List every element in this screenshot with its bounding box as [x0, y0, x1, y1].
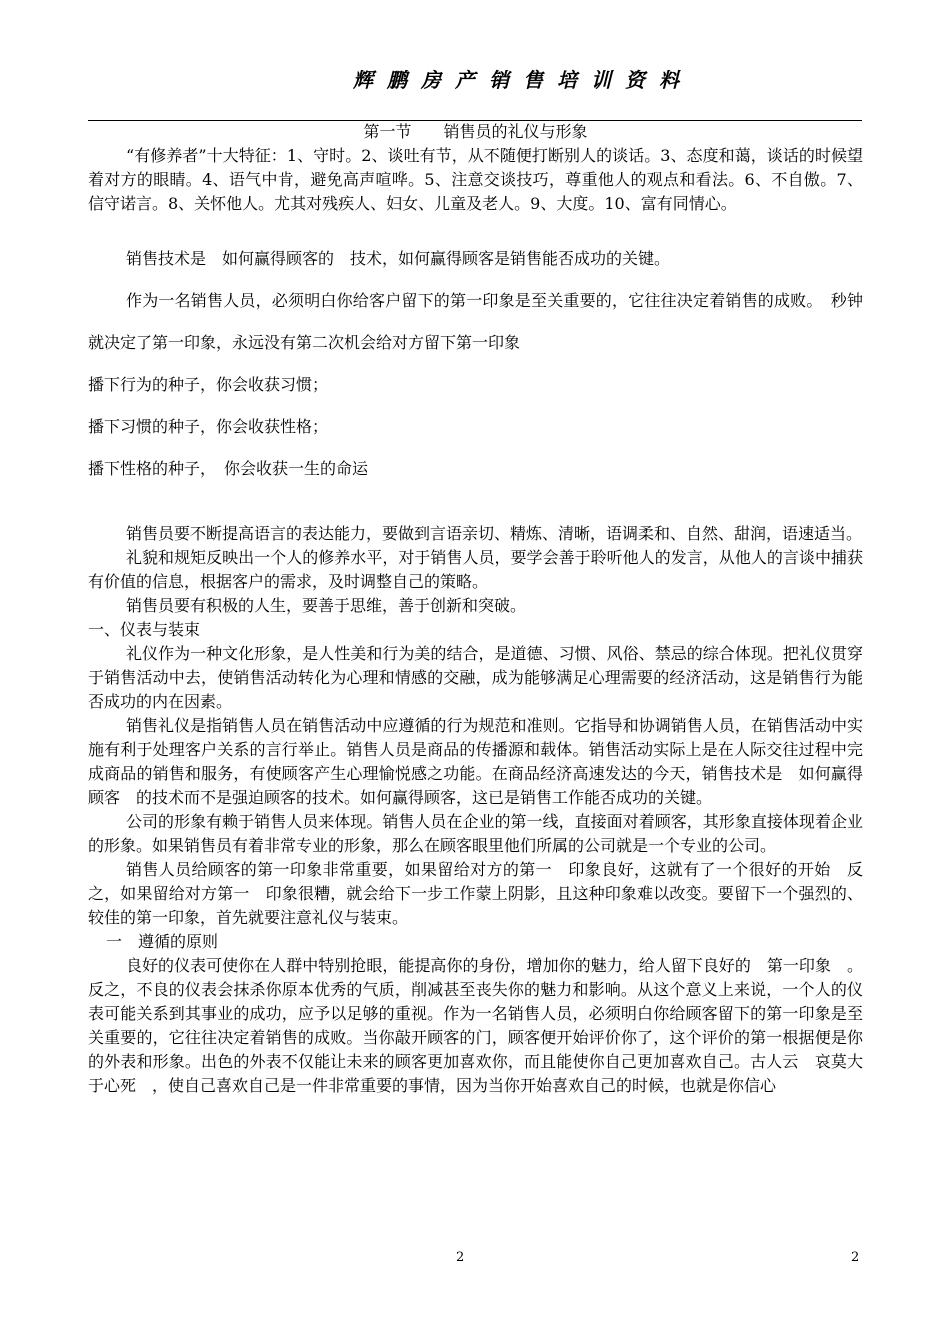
paragraph-manners: 礼貌和规矩反映出一个人的修养水平，对于销售人员，要学会善于聆听他人的发言，从他人的言谈中捕获有价值的信息，根据客户的需求，及时调整自己的策略。 — [88, 548, 863, 591]
paragraph-etiquette-culture: 礼仪作为一种文化形象，是人性美和行为美的结合，是道德、习惯、风俗、禁忌的综合体现。把礼仪贯穿于销售活动中去，使销售活动转化为心理和情感的交融，成为能够满足心理需要的经济活动，这是销售行为能否成功的内在因素。 — [88, 644, 863, 711]
heading-appearance: 一、仪表与装束 — [88, 620, 201, 639]
paragraph-seed-character: 播下性格的种子， 你会收获一生的命运 — [88, 459, 369, 478]
spacer — [88, 490, 863, 512]
paragraph-good-appearance: 良好的仪表可使你在人群中特别抢眼，能提高你的身份，增加你的魅力，给人留下良好的 第一印象 。反之，不良的仪表会抹杀你原本优秀的气质，削减甚至丧失你的魅力和影响。从这个意义上来说，一个人的仪表可能关系到其事业的成功，应予以足够的重视。作为一名销售人员，必须明白你给顾客留下的第一印象是至关重要的，它往往决定着销售的成败。当你敲开顾客的门，顾客便开始评价你了，这个评价的第一根据便是你的外表和形象。出色的外表不仅能让未来的顾客更加喜欢你，而且能使你自己更加喜欢自己。古人云 哀莫大于心死 ，使自己喜欢自己是一件非常重要的事情，因为当你开始喜欢自己的时候，也就是你信心 — [88, 956, 863, 1095]
spacer — [88, 216, 863, 238]
paragraph-sales-etiquette: 销售礼仪是指销售人员在销售活动中应遵循的行为规范和准则。它指导和协调销售人员，在销售活动中实施有利于处理客户关系的言行举止。销售人员是商品的传播源和载体。销售活动实际上是在人际交往过程中完成商品的销售和服务，有使顾客产生心理愉悦感之功能。在商品经济高速发达的今天，销售技术是 如何赢得顾客 的技术而不是强迫顾客的技术。如何赢得顾客，这已是销售工作能否成功的关键。 — [88, 716, 863, 807]
paragraph-seed-habit: 播下习惯的种子，你会收获性格； — [88, 417, 329, 436]
paragraph-cultivated-traits: “有修养者”十大特征：1、守时。2、谈吐有节，从不随便打断别人的谈话。3、态度和蔼，谈话的时候望着对方的眼睛。4、语气中肯，避免高声喧哗。5、注意交谈技巧，尊重他人的观点和看法。6、不自傲。7、信守诺言。8、关怀他人。尤其对残疾人、妇女、儿童及老人。9、大度。10、富有同情心。 — [88, 146, 863, 213]
section-title: 第一节 销售员的礼仪与形象 — [363, 122, 588, 141]
document-header-title: 辉鹏房产销售培训资料 — [353, 68, 693, 92]
paragraph-positive-life: 销售员要有积极的人生，要善于思维，善于创新和突破。 — [126, 596, 527, 615]
paragraph-sales-technique: 销售技术是 如何赢得顾客的 技术，如何赢得顾客是销售能否成功的关键。 — [126, 249, 671, 268]
page-number-center: 2 — [456, 1250, 465, 1265]
document-body — [88, 120, 863, 1098]
paragraph-seed-behavior: 播下行为的种子，你会收获习惯； — [88, 375, 329, 394]
paragraph-language-skills: 销售员要不断提高语言的表达能力，要做到言语亲切、精炼、清晰，语调柔和、自然、甜润，语速适当。 — [126, 524, 863, 543]
page-number-right: 2 — [851, 1250, 860, 1265]
paragraph-first-impression-importance: 销售人员给顾客的第一印象非常重要，如果留给对方的第一 印象良好，这就有了一个很好的开始 反之，如果留给对方第一 印象很糟，就会给下一步工作蒙上阴影，且这种印象难以改变。要留下一个强烈的、较佳的第一印象，首先就要注意礼仪与装束。 — [88, 860, 863, 927]
paragraph-first-impression: 作为一名销售人员，必须明白你给客户留下的第一印象是至关重要的，它往往决定着销售的成败。 秒钟就决定了第一印象，永远没有第二次机会给对方留下第一印象 — [88, 291, 863, 352]
paragraph-company-image: 公司的形象有赖于销售人员来体现。销售人员在企业的第一线，直接面对着顾客，其形象直接体现着企业的形象。如果销售员有着非常专业的形象，那么在顾客眼里他们所属的公司就是一个专业的公司。 — [88, 812, 863, 855]
spacer — [88, 512, 863, 522]
heading-principles: 一 遵循的原则 — [106, 932, 219, 951]
